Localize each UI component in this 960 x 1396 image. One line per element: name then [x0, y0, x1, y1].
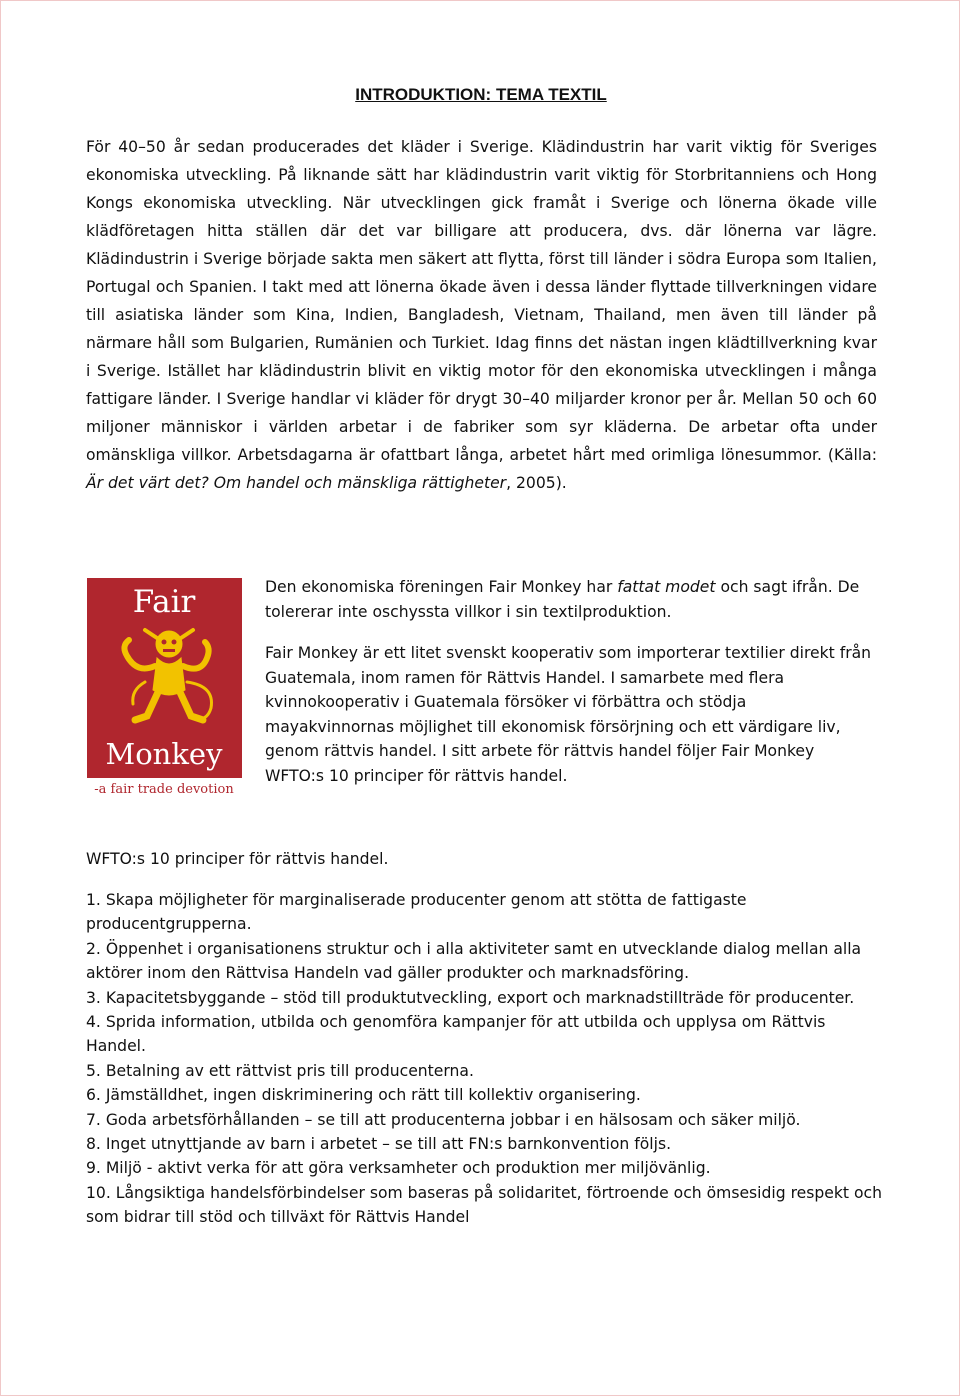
principle-item-2: 2. Öppenhet i organisationens struktur och i alla aktiviteter samt en utvecklande dialog mellan alla aktörer inom den Rättvisa Handeln vad gäller produkter och marknadsföring.	[86, 939, 862, 983]
principle-item-1: 1. Skapa möjligheter för marginaliserade producenter genom att stötta de fattigaste producentgrupperna.	[86, 891, 747, 934]
wfto-heading: WFTO:s 10 principer för rättvis handel.	[86, 850, 389, 868]
fair-monkey-logo	[87, 578, 242, 798]
principle-item-3: 3. Kapacitetsbyggande – stöd till produktutveckling, export och marknadstillträde för producenter.	[86, 988, 855, 1007]
document-title: INTRODUKTION: TEMA TEXTIL	[355, 85, 607, 104]
fair-monkey-paragraph-1	[265, 575, 875, 624]
principle-item-7: 7. Goda arbetsförhållanden – se till att producenterna jobbar i en hälsosam och säker miljö.	[86, 1110, 801, 1129]
principle-item-5: 5. Betalning av ett rättvist pris till producenterna.	[86, 1061, 474, 1080]
fair-monkey-p1-end: och sagt ifrån. De tolererar inte oschyssta villkor i sin textilproduktion.	[265, 578, 860, 621]
principle-item-8: 8. Inget utnyttjande av barn i arbetet – se till att FN:s barnkonvention följs.	[86, 1135, 672, 1154]
fair-monkey-p1-start: Den ekonomiska föreningen Fair Monkey har	[265, 578, 618, 596]
principle-item-9: 9. Miljö - aktivt verka för att göra verksamheter och produktion mer miljövänlig.	[86, 1159, 711, 1178]
source-title-1: Är det värt det?	[86, 474, 209, 492]
principle-item-6: 6. Jämställdhet, ingen diskriminering och rätt till kollektiv organisering.	[86, 1086, 641, 1105]
principles-list	[86, 888, 886, 1230]
fair-monkey-paragraph-2: Fair Monkey är ett litet svenskt kooperativ som importerar textilier direkt från Guatemala, inom ramen för Rättvis Handel. I samarbete med flera kvinnokooperativ i Guatemala försöker vi förbättra och stödja mayakvinnornas möjlighet till ekonomisk försörjning och ett värdigare liv, genom rättvis handel. I sitt arbete för rättvis handel följer Fair Monkey WFTO:s 10 principer för rättvis handel.	[265, 644, 872, 785]
source-end: , 2005).	[506, 474, 567, 492]
intro-text: För 40–50 år sedan producerades det kläder i Sverige. Klädindustrin har varit viktig för Sveriges ekonomiska utveckling. På liknande sätt har klädindustrin varit viktig för Storbritanniens och Hong Kongs ekonomiska utveckling. När utvecklingen gick framåt i Sverige och lönerna ökade ville klädföretagen hitta ställen där det var billigare att producera, dvs. där lönerna var lägre. Klädindustrin i Sverige började sakta men säkert att flytta, först till länder i södra Europa som Italien, Portugal och Spanien. I takt med att lönerna ökade även i dessa länder flyttade tillverkningen vidare till asiatiska länder som Kina, Indien, Bangladesh, Vietnam, Thailand, men även till länder på närmare håll som Bulgarien, Rumänien och Turkiet. Idag finns det nästan ingen klädtillverkning kvar i Sverige. Istället har klädindustrin blivit en viktig motor för den ekonomiska utvecklingen i många fattigare länder. I Sverige handlar vi kläder för drygt 30–40 miljarder kronor per år. Mellan 50 och 60 miljoner människor i världen arbetar i de fabriker som syr kläderna. De arbetar ofta under omänskliga villkor. Arbetsdagarna är ofattbart långa, arbetet hårt med orimliga lönesummor. (Källa:	[86, 138, 877, 464]
logo-word-monkey: Monkey	[105, 737, 223, 771]
principle-item-10: 10. Långsiktiga handelsförbindelser som baseras på solidaritet, förtroende och ömsesidig respekt och som bidrar till stöd och tillväxt för Rättvis Handel	[86, 1183, 882, 1227]
logo-word-fair: Fair	[132, 584, 196, 620]
fair-monkey-description	[265, 575, 875, 788]
fair-monkey-p1-emphasis: fattat modet	[617, 578, 716, 596]
principle-item-4: 4. Sprida information, utbilda och genomföra kampanjer för att utbilda och upplysa om Rättvis Handel.	[86, 1013, 826, 1056]
logo-tagline: -a fair trade devotion	[94, 782, 234, 797]
source-title-2: Om handel och mänskliga rättigheter	[213, 474, 507, 492]
intro-paragraph	[86, 133, 877, 497]
